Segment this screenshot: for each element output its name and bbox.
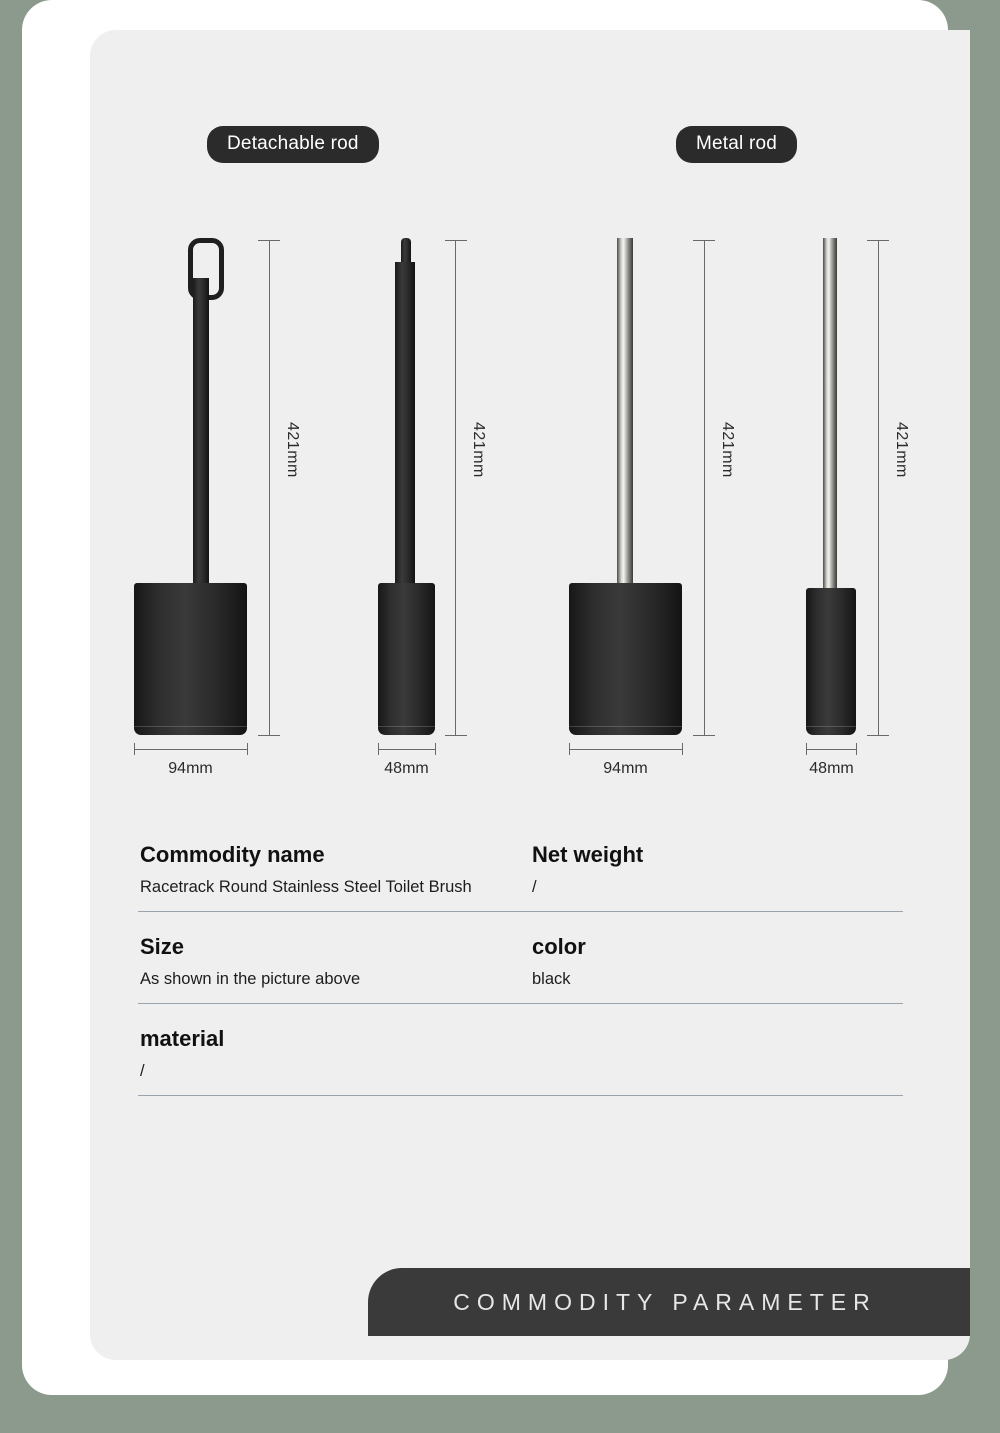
rod-black-loop [193, 278, 209, 590]
spec-cell-right [530, 912, 870, 989]
dim-cap-right [435, 743, 436, 755]
dim-label-width: 48mm [384, 760, 429, 777]
page-frame [22, 0, 948, 1395]
dim-line-horizontal [806, 749, 856, 750]
spec-cell-right [530, 820, 870, 897]
dim-cap-bottom [693, 735, 715, 736]
spec-label: Net weight [532, 842, 644, 867]
spec-value: black [532, 970, 571, 988]
spec-cell-right [530, 1004, 870, 1026]
rod-metal [617, 238, 633, 588]
spec-label: Commodity name [140, 842, 325, 867]
spec-cell-left [138, 820, 530, 897]
spec-row [138, 1004, 903, 1096]
dim-line-vertical [269, 240, 270, 735]
dim-label-width: 94mm [168, 760, 213, 777]
banner-label: COMMODITY PARAMETER [453, 1288, 877, 1315]
spec-cell-left [138, 1004, 530, 1081]
spec-value: As shown in the picture above [140, 970, 361, 988]
spec-value: / [532, 878, 537, 896]
dim-cap-bottom [258, 735, 280, 736]
spec-value: / [140, 1062, 145, 1080]
dim-cap-bottom [867, 735, 889, 736]
brush-base-wide [134, 583, 247, 735]
dim-cap-bottom [445, 735, 467, 736]
dim-label-width: 48mm [809, 760, 854, 777]
spec-row [138, 912, 903, 1004]
rod-black-plain [395, 262, 415, 592]
dim-label-height: 421mm [284, 422, 301, 478]
dim-line-vertical [455, 240, 456, 735]
dim-cap-right [856, 743, 857, 755]
spec-row [138, 820, 903, 912]
dim-line-horizontal [378, 749, 435, 750]
dim-line-vertical [878, 240, 879, 735]
brush-base-narrow [806, 588, 856, 735]
spec-value: Racetrack Round Stainless Steel Toilet Brush [140, 878, 472, 896]
dim-label-height: 421mm [470, 422, 487, 478]
dim-line-vertical [704, 240, 705, 735]
dim-label-height: 421mm [719, 422, 736, 478]
product-spec-card [90, 30, 970, 1360]
spec-label: Size [140, 934, 185, 959]
dim-label-height: 421mm [893, 422, 910, 478]
dim-label-width: 94mm [603, 760, 648, 777]
dim-line-horizontal [134, 749, 247, 750]
dim-line-horizontal [569, 749, 682, 750]
brush-base-narrow [378, 583, 435, 735]
dim-cap-top [445, 240, 467, 241]
brush-base-wide [569, 583, 682, 735]
section-tag-detachable-rod: Detachable rod [207, 126, 379, 163]
section-tag-metal-rod: Metal rod [676, 126, 797, 163]
rod-metal [823, 238, 837, 593]
spec-table [138, 820, 903, 1096]
dim-cap-right [682, 743, 683, 755]
dim-cap-right [247, 743, 248, 755]
spec-cell-left [138, 912, 530, 989]
spec-label: material [140, 1026, 225, 1051]
commodity-parameter-banner [368, 1268, 970, 1336]
spec-label: color [532, 934, 586, 959]
